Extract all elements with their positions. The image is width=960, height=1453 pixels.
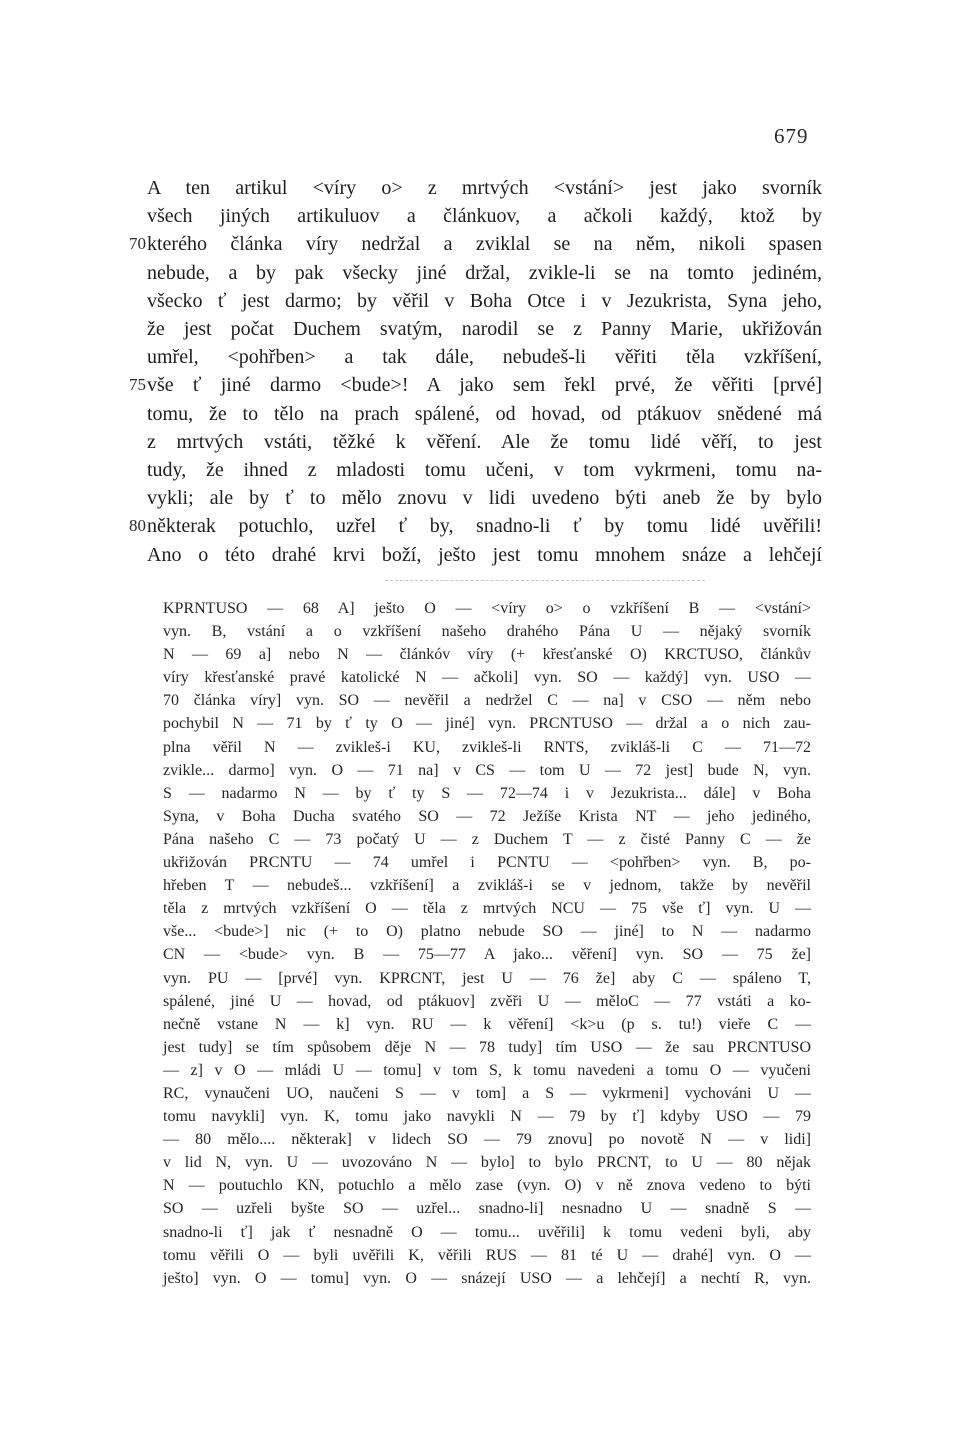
apparatus-line: v lid N, vyn. U — uvozováno N — bylo] to bylo PRCNT, to U — 80 nějak — [163, 1154, 811, 1172]
apparatus-line: nečně vstane N — k] vyn. RU — k věření] <k>u (p s. tu!) vieře C — — [163, 1015, 811, 1033]
main-text-line — [147, 541, 822, 569]
main-text-line-content: tomu, že to tělo na prach spálené, od hovad, od ptákuov snědené má — [147, 402, 822, 425]
main-text-line — [147, 287, 822, 315]
apparatus-line: vyn. B, vstání a o vzkříšení našeho drahého Pána U — nějaký svorník — [163, 623, 811, 641]
apparatus-line: SO — uzřeli byšte SO — uzřel... snadno-li] nesnadno U — snadně S — — [163, 1200, 811, 1218]
line-number: 80 — [129, 516, 146, 536]
main-text-line — [147, 259, 822, 287]
apparatus-line: KPRNTUSO — 68 A] ješto O — <víry o> o vzkříšení B — <vstání> — [163, 600, 811, 617]
main-text-line — [147, 484, 822, 512]
main-text-line-content: umřel, <pohřben> a tak dále, nebudeš-li věřiti těla vzkříšení, — [147, 346, 822, 369]
apparatus-line: ješto] vyn. O — tomu] vyn. O — snázejí USO — a lehčejí] a nechtí R, vyn. — [163, 1269, 811, 1287]
main-text-line-content: všecko ť jest darmo; by věřil v Boha Otce i v Jezukrista, Syna jeho, — [147, 289, 822, 312]
apparatus-line: N — 69 a] nebo N — článkóv víry (+ křesťanské O) KRCTUSO, článkův — [163, 646, 811, 664]
main-text-line — [129, 371, 822, 399]
apparatus-line: jest tudy] se tím spůsobem děje N — 78 tudy] tím USO — že sau PRCNTUSO — [163, 1038, 811, 1056]
main-text-line — [129, 230, 822, 258]
main-text-line — [147, 202, 822, 230]
main-text-line — [129, 512, 822, 540]
main-text-line-content: z mrtvých vstáti, těžké k věření. Ale že tomu lidé věří, to jest — [147, 430, 822, 453]
apparatus-line: snadno-li ť] jak ť nesnadně O — tomu... uvěřili] k tomu vedeni byli, aby — [163, 1223, 811, 1241]
line-number: 75 — [129, 375, 146, 395]
apparatus-line: N — poutuchlo KN, potuchlo a mělo zase (vyn. O) v ně znova vedeno to býti — [163, 1177, 811, 1195]
apparatus-line: hřeben T — nebudeš... vzkříšení] a zvikláš-i se v jednom, takže by nevěřil — [163, 877, 811, 895]
apparatus-line: — 80 mělo.... některak] v lidech SO — 79 znovu] po novotě N — v lidi] — [163, 1131, 811, 1149]
main-text-line-content: všech jiných artikuluov a článkuov, a ačkoli každý, ktož by — [147, 205, 822, 228]
apparatus-line: 70 článka víry] vyn. SO — nevěřil a nedržel C — na] v CSO — něm nebo — [163, 692, 811, 710]
main-text-line — [147, 456, 822, 484]
apparatus-line: S — nadarmo N — by ť ty S — 72—74 i v Jezukrista... dále] v Boha — [163, 784, 811, 802]
main-text-line-content: že jest počat Duchem svatým, narodil se z Panny Marie, ukřižován — [147, 318, 822, 341]
main-text-line-content: tudy, že ihned z mladosti tomu učeni, v tom vykrmeni, tomu na- — [147, 459, 822, 482]
apparatus-line: tomu věřili O — byli uvěřili K, věřili RUS — 81 té U — drahé] vyn. O — — [163, 1246, 811, 1264]
apparatus-line: vše... <bude>] nic (+ to O) platno nebude SO — jiné] to N — nadarmo — [163, 923, 811, 941]
apparatus-line: spálené, jiné U — hovad, od ptákuov] zvěři U — měloC — 77 vstáti a ko- — [163, 992, 811, 1010]
main-text-line — [147, 174, 822, 202]
apparatus-line: RC, vynaučeni UO, naučeni S — v tom] a S — vykrmeni] vychováni U — — [163, 1084, 811, 1102]
apparatus-line: ukřižován PRCNTU — 74 umřel i PCNTU — <pohřben> vyn. B, po- — [163, 854, 811, 872]
apparatus-line: zvikle... darmo] vyn. O — 71 na] v CS — tom U — 72 jest] bude N, vyn. — [163, 761, 811, 779]
apparatus-line: plna věřil N — zvikleš-i KU, zvikleš-li RNTS, zvikláš-li C — 71—72 — [163, 738, 811, 756]
page-number: 679 — [774, 124, 809, 148]
apparatus-line: tomu navykli] vyn. K, tomu jako navykli N — 79 by ť] kdyby USO — 79 — [163, 1108, 811, 1126]
line-number: 70 — [129, 234, 146, 254]
main-text-line-content: Ano o této drahé krvi boží, ješto jest tomu mnohem snáze a lehčejí — [147, 543, 822, 566]
main-text-line-content: některak potuchlo, uzřel ť by, snadno-li ť by tomu lidé uvěřili! — [147, 515, 822, 538]
apparatus-line: pochybil N — 71 by ť ty O — jiné] vyn. PRCNTUSO — držal a o nich zau- — [163, 715, 811, 733]
apparatus-separator — [385, 580, 705, 581]
apparatus-line: vyn. PU — [prvé] vyn. KPRCNT, jest U — 76 že] aby C — spáleno T, — [163, 969, 811, 987]
main-text-line — [147, 428, 822, 456]
main-text-line-content: nebude, a by pak všecky jiné držal, zvikle-li se na tomto jediném, — [147, 261, 822, 284]
apparatus-line: víry křesťanské pravé katolické N — ačkoli] vyn. SO — každý] vyn. USO — — [163, 669, 811, 687]
critical-apparatus — [163, 597, 811, 1290]
apparatus-line: Pána našeho C — 73 počatý U — z Duchem T — z čisté Panny C — že — [163, 830, 811, 848]
main-text-line-content: vše ť jiné darmo <bude>! A jako sem řekl prvé, že věřiti [prvé] — [147, 374, 822, 397]
main-text — [129, 174, 822, 569]
apparatus-line: — z] v O — mládi U — tomu] v tom S, k tomu navedeni a tomu O — vyučeni — [163, 1061, 811, 1079]
main-text-line — [147, 315, 822, 343]
main-text-line-content: A ten artikul <víry o> z mrtvých <vstání> jest jako svorník — [147, 177, 822, 199]
apparatus-line: CN — <bude> vyn. B — 75—77 A jako... věření] vyn. SO — 75 že] — [163, 946, 811, 964]
apparatus-line: těla z mrtvých vzkříšení O — těla z mrtvých NCU — 75 vše ť] vyn. U — — [163, 900, 811, 918]
apparatus-line: Syna, v Boha Ducha svatého SO — 72 Ježíše Krista NT — jeho jediného, — [163, 807, 811, 825]
main-text-line-content: vykli; ale by ť to mělo znovu v lidi uvedeno býti aneb že by bylo — [147, 487, 822, 510]
main-text-line — [147, 343, 822, 371]
main-text-line — [147, 400, 822, 428]
main-text-line-content: kterého článka víry nedržal a zviklal se na něm, nikoli spasen — [147, 233, 822, 256]
